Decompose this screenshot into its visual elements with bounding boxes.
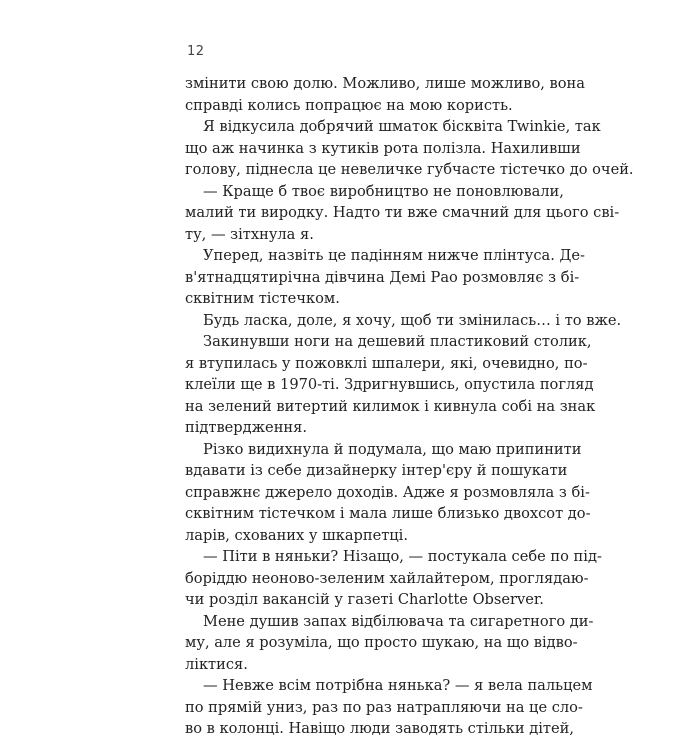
text-line: на зелений витертий килимок і кивнула собі на знак	[185, 397, 596, 415]
text-line: що аж начинка з кутиків рота полізла. Нахиливши	[185, 139, 581, 157]
text-line: вдавати із себе дизайнерку інтер'єру й пошукати	[185, 462, 568, 479]
text-line: сквітним тістечком і мала лише близько двохсот до-	[185, 505, 591, 522]
page-number: 12	[187, 44, 205, 59]
text-line: в'ятнадцятирічна дівчина Демі Рао розмовляє з бі-	[185, 268, 580, 286]
text-line: му, але я розуміла, що просто шукаю, на що відво-	[185, 634, 578, 651]
text-line: малий ти виродку. Надто ти вже смачний для цього сві-	[185, 204, 620, 221]
body-text	[185, 73, 634, 740]
text-line: Мене душив запах відбілювача та сигаретного ди-	[203, 612, 594, 630]
text-line: Закинувши ноги на дешевий пластиковий столик,	[203, 333, 592, 350]
text-line: клеїли ще в 1970-ті. Здригнувшись, опустила погляд	[185, 376, 594, 393]
text-line: Будь ласка, доле, я хочу, щоб ти змінилась… і то вже.	[203, 311, 622, 329]
text-line: — Краще б твоє виробництво не поновлювали,	[203, 182, 564, 200]
text-line: лiктися.	[185, 655, 248, 673]
text-line: по прямій униз, раз по раз натрапляючи на це сло-	[185, 698, 583, 716]
text-line: Уперед, назвіть це падінням нижче плінтуса. Де-	[203, 247, 585, 264]
text-line: ту, — зітхнула я.	[185, 225, 314, 243]
text-line: ларів, схованих у шкарпетці.	[185, 526, 408, 544]
text-line: я втупилась у пожовклі шпалери, які, очевидно, по-	[185, 354, 588, 372]
text-line: Різко видихнула й подумала, що маю припинити	[203, 440, 582, 458]
text-line: во в колонці. Навіщо люди заводять стільки дітей,	[185, 720, 575, 737]
text-line: змінити свою долю. Можливо, лише можливо, вона	[185, 75, 585, 92]
text-line: справді колись попрацює на мою користь.	[185, 96, 513, 114]
text-line: боріддю неоново-зеленим хайлайтером, проглядаю-	[185, 569, 589, 587]
text-line: підтвердження.	[185, 419, 307, 436]
text-line: чи розділ вакансій у газеті Charlotte Observer.	[185, 591, 544, 608]
text-line: — Невже всім потрібна нянька? — я вела пальцем	[203, 677, 593, 694]
text-line: справжнє джерело доходів. Адже я розмовляла з бі-	[185, 483, 590, 501]
text-line: Я відкусила добрячий шматок бісквіта Twinkie, так	[203, 118, 601, 135]
text-line: — Піти в няньки? Нізащо, — постукала себе по під-	[203, 548, 602, 565]
text-line: сквітним тістечком.	[185, 290, 340, 307]
text-line: голову, піднесла це невеличке губчасте тістечко до очей.	[185, 161, 634, 178]
